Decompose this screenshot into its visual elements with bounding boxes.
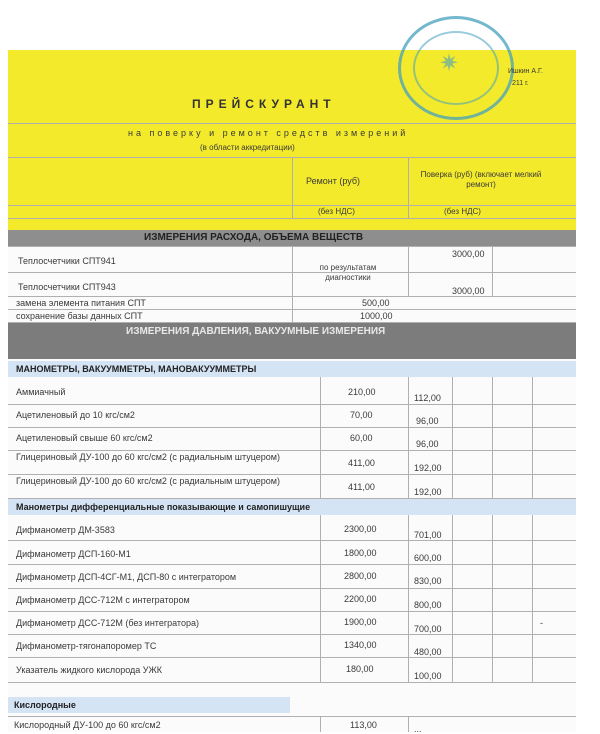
verify-price: 3000,00 bbox=[452, 286, 485, 296]
row-name: сохранение базы данных СПТ bbox=[16, 311, 143, 321]
row-name: Указатель жидкого кислорода УЖК bbox=[16, 665, 163, 675]
subsection-diff-title: Манометры дифференциальные показывающие и самопишущие bbox=[16, 502, 311, 512]
repair-price: 1900,00 bbox=[344, 617, 377, 627]
verify-price: 800,00 bbox=[414, 600, 442, 610]
repair-price: 411,00 bbox=[348, 458, 375, 468]
row-name: Кислородный ДУ-100 до 60 кгс/см2 bbox=[14, 720, 161, 730]
verify-price: 192,00 bbox=[414, 487, 442, 497]
verify-price: ... bbox=[414, 724, 422, 734]
row-name: Дифманометр ДСП-4СГ-М1, ДСП-80 с интегратором bbox=[16, 572, 237, 582]
section-pressure-title: ИЗМЕРЕНИЯ ДАВЛЕНИЯ, ВАКУУМНЫЕ ИЗМЕРЕНИЯ bbox=[126, 326, 386, 337]
verify-price: 480,00 bbox=[414, 647, 442, 657]
repair-price: 180,00 bbox=[346, 664, 374, 674]
col-repair-header: Ремонт (руб) bbox=[306, 176, 361, 186]
row-name: Глицериновый ДУ-100 до 60 кгс/см2 (с радиальным штуцером) bbox=[16, 452, 280, 462]
repair-price: 70,00 bbox=[350, 410, 373, 420]
section-flow-title: ИЗМЕРЕНИЯ РАСХОДА, ОБЪЕМА ВЕЩЕСТВ bbox=[144, 232, 364, 243]
stamp-star-icon: ✷ bbox=[439, 50, 460, 77]
col-verify-header: Поверка (руб) (включает мелкий ремонт) bbox=[420, 170, 542, 189]
subsection-diff-header bbox=[8, 499, 576, 515]
row-name: Дифманометр ДСС-712М (без интегратора) bbox=[16, 618, 199, 628]
repair-price: 411,00 bbox=[348, 482, 375, 492]
verify-price: 192,00 bbox=[414, 463, 442, 473]
row-name: Дифманометр-тягонапоромер ТС bbox=[16, 641, 157, 651]
row-name: Ацетиленовый свыше 60 кгс/см2 bbox=[16, 433, 153, 443]
row-name: Дифманометр ДСС-712М с интегратором bbox=[16, 595, 190, 605]
repair-price: 210,00 bbox=[348, 387, 376, 397]
verify-price: 701,00 bbox=[414, 530, 442, 540]
document-subtitle-note: (в области аккредитации) bbox=[200, 143, 295, 152]
verify-price: 96,00 bbox=[416, 416, 439, 426]
no-vat-label-verify: (без НДС) bbox=[444, 207, 481, 216]
verify-price: 700,00 bbox=[414, 624, 442, 634]
subsection-oxygen-title: Кислородные bbox=[14, 700, 76, 710]
approver-name: Ишкин А.Г. bbox=[508, 68, 543, 75]
no-vat-label-repair: (без НДС) bbox=[318, 207, 355, 216]
repair-note: по результатам диагностики bbox=[319, 263, 377, 282]
repair-price: 2800,00 bbox=[344, 571, 377, 581]
repair-price: 1340,00 bbox=[344, 640, 377, 650]
document-title: ПРЕЙСКУРАНТ bbox=[192, 97, 336, 111]
repair-price: 2200,00 bbox=[344, 594, 377, 604]
section-pressure-header bbox=[8, 323, 576, 359]
row-name: Теплосчетчики СПТ943 bbox=[18, 282, 116, 292]
row-name: замена элемента питания СПТ bbox=[16, 298, 146, 308]
verify-price: 3000,00 bbox=[452, 249, 485, 259]
approval-date: 211 г. bbox=[512, 80, 529, 87]
verify-price: 112,00 bbox=[414, 393, 441, 403]
subsection-manometers-header bbox=[8, 361, 576, 377]
approval-stamp bbox=[398, 16, 514, 120]
repair-price: 2300,00 bbox=[344, 524, 377, 534]
extra-mark: - bbox=[540, 618, 543, 628]
subsection-oxygen-header bbox=[8, 697, 290, 713]
repair-price: 1800,00 bbox=[344, 548, 377, 558]
row-name: Ацетиленовый до 10 кгс/см2 bbox=[16, 410, 135, 420]
repair-price: 1000,00 bbox=[360, 311, 393, 321]
verify-price: 100,00 bbox=[414, 671, 442, 681]
repair-price: 500,00 bbox=[362, 298, 390, 308]
verify-price: 830,00 bbox=[414, 576, 442, 586]
verify-price: 600,00 bbox=[414, 553, 442, 563]
subsection-manometers-title: МАНОМЕТРЫ, ВАКУУММЕТРЫ, МАНОВАКУУММЕТРЫ bbox=[16, 364, 257, 374]
row-name: Дифманометр ДСП-160-М1 bbox=[16, 549, 131, 559]
document-subtitle: на поверку и ремонт средств измерений bbox=[128, 128, 409, 138]
row-name: Дифманометр ДМ-3583 bbox=[16, 525, 115, 535]
repair-price: 60,00 bbox=[350, 433, 373, 443]
section-flow-header bbox=[8, 230, 576, 246]
verify-price: 96,00 bbox=[416, 439, 439, 449]
row-name: Теплосчетчики СПТ941 bbox=[18, 256, 116, 266]
row-name: Аммиачный bbox=[16, 387, 66, 397]
repair-price: 113,00 bbox=[350, 720, 377, 730]
row-name: Глицериновый ДУ-100 до 60 кгс/см2 (с радиальным штуцером) bbox=[16, 476, 280, 486]
